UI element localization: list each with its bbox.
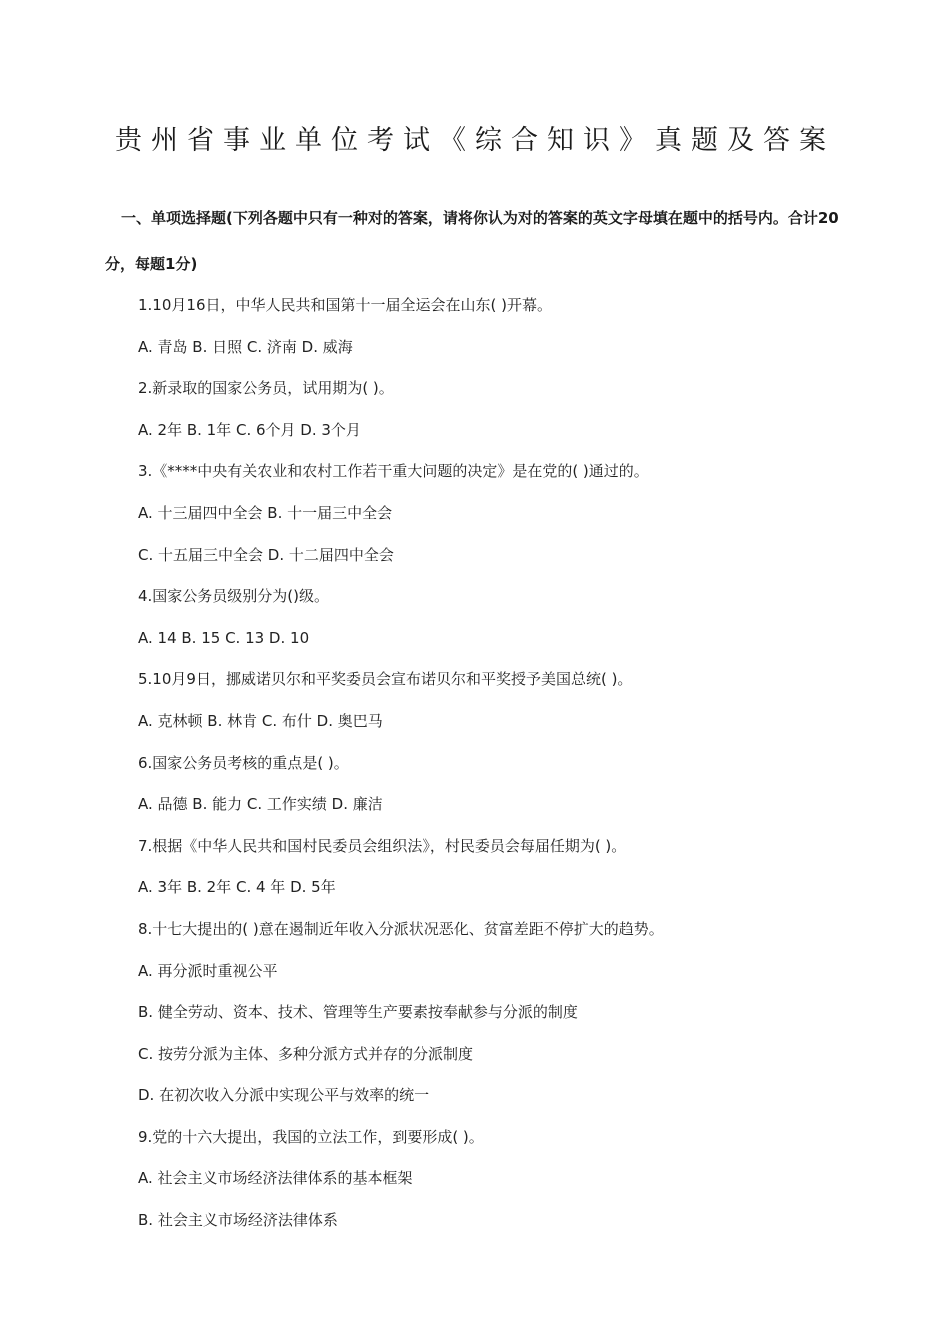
question-8-option-a: A. 再分派时重视公平 bbox=[138, 961, 278, 980]
question-9-option-a: A. 社会主义市场经济法律体系的基本框架 bbox=[138, 1169, 413, 1188]
question-8-option-d: D. 在初次收入分派中实现公平与效率的统一 bbox=[138, 1086, 430, 1105]
question-5-options: A. 克林顿 B. 林肯 C. 布什 D. 奥巴马 bbox=[138, 711, 383, 730]
section-heading: 一、单项选择题(下列各题中只有一种对的答案，请将你认为对的答案的英文字母填在题中的括号内。合计20分，每题1分) bbox=[105, 209, 839, 273]
question-6-options: A. 品德 B. 能力 C. 工作实绩 D. 廉洁 bbox=[138, 795, 383, 814]
question-7: 7.根据《中华人民共和国村民委员会组织法》，村民委员会每届任期为( )。 bbox=[138, 836, 627, 855]
question-8: 8.十七大提出的( )意在遏制近年收入分派状况恶化、贫富差距不停扩大的趋势。 bbox=[138, 919, 664, 938]
question-9-option-b: B. 社会主义市场经济法律体系 bbox=[138, 1211, 338, 1230]
question-3-options-ab: A. 十三届四中全会 B. 十一届三中全会 bbox=[138, 503, 393, 522]
question-4: 4.国家公务员级别分为()级。 bbox=[138, 587, 330, 606]
question-5: 5.10月9日，挪威诺贝尔和平奖委员会宣布诺贝尔和平奖授予美国总统( )。 bbox=[138, 670, 633, 689]
question-3-options-cd: C. 十五届三中全会 D. 十二届四中全会 bbox=[138, 545, 394, 564]
question-8-option-b: B. 健全劳动、资本、技术、管理等生产要素按奉献参与分派的制度 bbox=[138, 1003, 578, 1022]
question-1: 1.10月16日，中华人民共和国第十一届全运会在山东( )开幕。 bbox=[138, 296, 552, 314]
question-1-options: A. 青岛 B. 日照 C. 济南 D. 威海 bbox=[138, 337, 353, 356]
question-6: 6.国家公务员考核的重点是( )。 bbox=[138, 753, 349, 772]
question-list bbox=[138, 288, 898, 1245]
question-9: 9.党的十六大提出，我国的立法工作，到要形成( )。 bbox=[138, 1127, 484, 1146]
question-2-options: A. 2年 B. 1年 C. 6个月 D. 3个月 bbox=[138, 420, 361, 439]
question-8-option-c: C. 按劳分派为主体、多种分派方式并存的分派制度 bbox=[138, 1044, 474, 1063]
question-2: 2.新录取的国家公务员，试用期为( )。 bbox=[138, 379, 394, 398]
question-3: 3.《****中央有关农业和农村工作若干重大问题的决定》是在党的( )通过的。 bbox=[138, 462, 649, 481]
question-7-options: A. 3年 B. 2年 C. 4 年 D. 5年 bbox=[138, 878, 336, 897]
document-title: 贵州省事业单位考试《综合知识》真题及答案 bbox=[115, 125, 835, 156]
question-4-options: A. 14 B. 15 C. 13 D. 10 bbox=[138, 628, 310, 647]
